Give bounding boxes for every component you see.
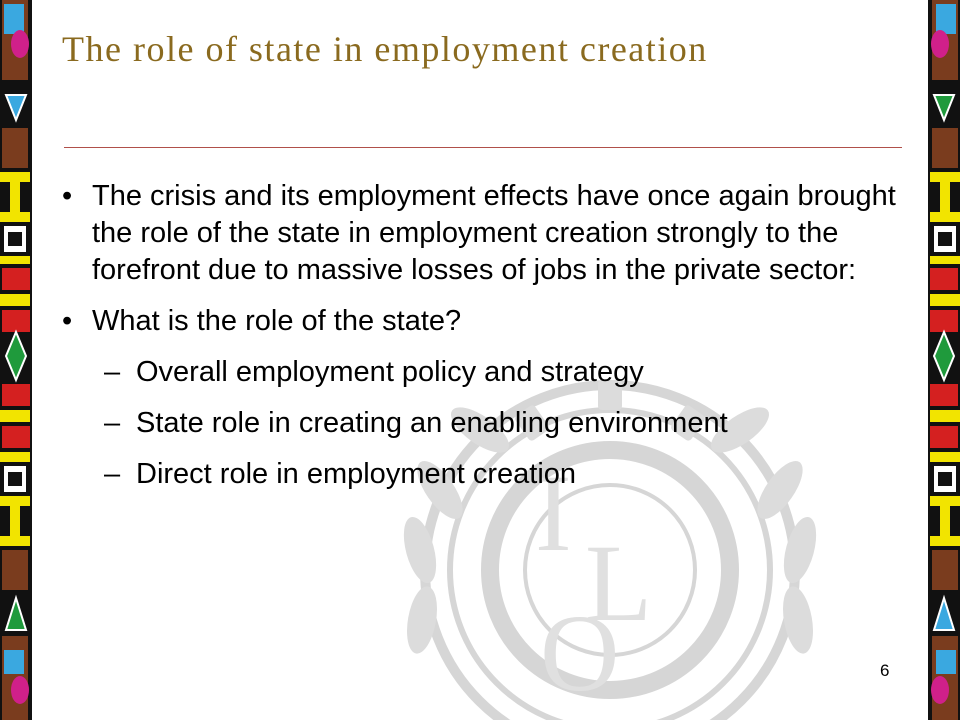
bullet-item: • What is the role of the state? — [62, 303, 902, 340]
bullet-item: • The crisis and its employment effects have once again brought the role of the state in employment creation strongly to the forefront due to massive losses of jobs in the private sector: — [62, 178, 902, 289]
svg-text:I: I — [535, 452, 572, 574]
sub-bullet-text: Overall employment policy and strategy — [136, 356, 644, 388]
sub-bullet-text: State role in creating an enabling environment — [136, 407, 728, 439]
slide-body — [62, 178, 902, 507]
decorative-border-right — [928, 0, 960, 720]
slide-title: The role of state in employment creation — [62, 29, 708, 69]
decorative-border-left — [0, 0, 32, 720]
sub-bullet-item — [62, 354, 902, 391]
dash-marker: – — [104, 356, 121, 388]
sub-bullet-item — [62, 405, 902, 442]
svg-text:O: O — [540, 592, 620, 714]
svg-text:L: L — [585, 522, 653, 644]
sub-bullet-text: Direct role in employment creation — [136, 458, 577, 490]
sub-bullet-item — [62, 456, 902, 493]
page-number: 6 — [880, 661, 890, 680]
dash-marker: – — [104, 458, 121, 490]
title-divider — [64, 147, 902, 148]
dash-marker: – — [104, 407, 121, 439]
